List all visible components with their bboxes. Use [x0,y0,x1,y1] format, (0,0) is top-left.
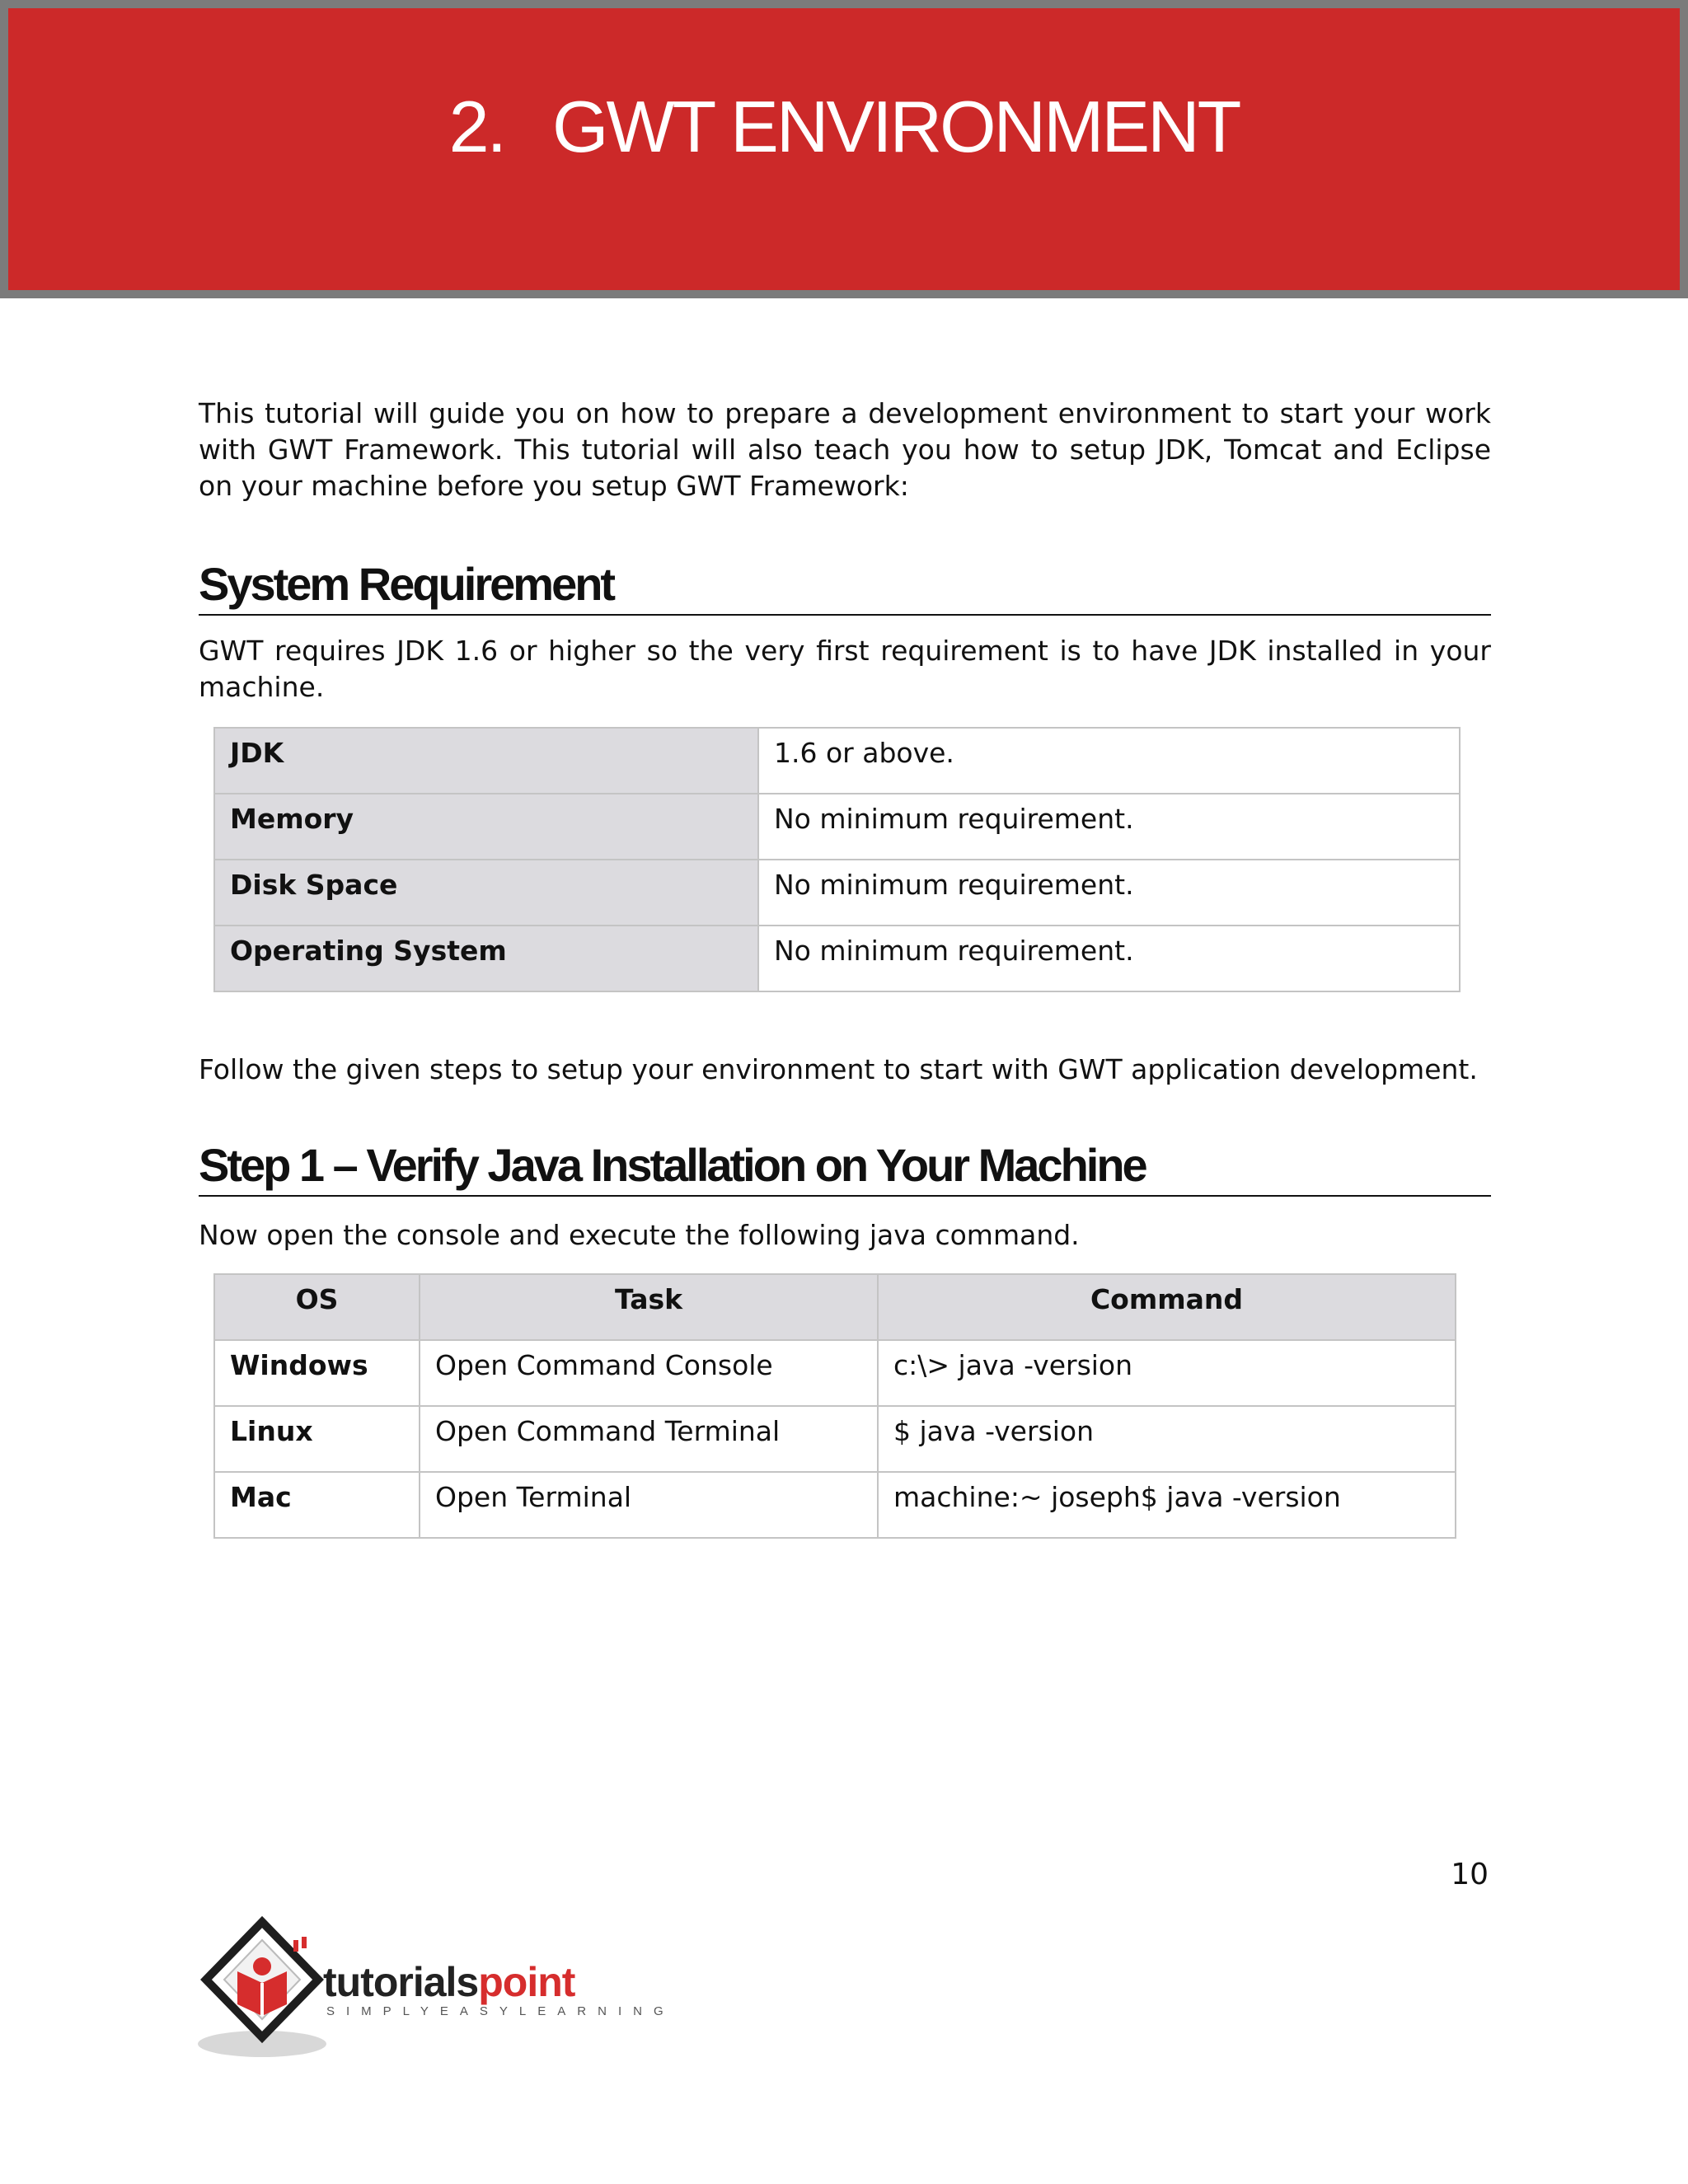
chapter-number: 2. [448,86,504,167]
command-cell: $ java -version [878,1406,1456,1472]
requirement-value: No minimum requirement. [758,794,1460,860]
table-header-row [214,1274,1456,1340]
task-cell: Open Command Terminal [420,1406,878,1472]
task-cell: Open Terminal [420,1472,878,1538]
table-row [214,1472,1456,1538]
chapter-title-text: GWT ENVIRONMENT [552,86,1240,167]
column-header-os: OS [214,1274,420,1340]
page-number: 10 [1451,1858,1489,1891]
task-cell: Open Command Console [420,1340,878,1406]
system-requirement-table [213,727,1461,992]
os-cell: Mac [214,1472,420,1538]
requirement-label: JDK [214,728,758,794]
step-1-paragraph: Now open the console and execute the following java command. [199,1219,1080,1251]
chapter-title [8,86,1680,167]
column-header-task: Task [420,1274,878,1340]
java-version-command-table [213,1273,1456,1539]
os-cell: Windows [214,1340,420,1406]
requirement-label: Memory [214,794,758,860]
table-row [214,794,1460,860]
os-cell: Linux [214,1406,420,1472]
requirement-value: 1.6 or above. [758,728,1460,794]
tutorialspoint-logo [195,1912,675,2069]
requirement-value: No minimum requirement. [758,860,1460,926]
intro-paragraph: This tutorial will guide you on how to prepare a development environment to start your work with GWT Framework. This tutorial will also teach you how to setup JDK, Tomcat and Eclipse on your machine before you setup GWT Framework: [199,397,1491,502]
chapter-banner [0,0,1688,298]
table-row [214,728,1460,794]
section-heading-step-1: Step 1 – Verify Java Installation on Your Machine [199,1142,1491,1197]
column-header-command: Command [878,1274,1456,1340]
logo-tagline: SIMPLYEASYLEARNING [326,2004,675,2018]
requirement-label: Disk Space [214,860,758,926]
requirement-value: No minimum requirement. [758,926,1460,991]
requirement-label: Operating System [214,926,758,991]
command-cell: machine:~ joseph$ java -version [878,1472,1456,1538]
table-row [214,1340,1456,1406]
follow-steps-paragraph: Follow the given steps to setup your environment to start with GWT application development. [199,1053,1478,1085]
system-requirement-paragraph: GWT requires JDK 1.6 or higher so the very first requirement is to have JDK installed in your machine. [199,635,1491,703]
command-cell: c:\> java -version [878,1340,1456,1406]
table-row [214,926,1460,991]
table-row [214,860,1460,926]
table-row [214,1406,1456,1472]
logo-wordmark: tutorialspoint [323,1959,575,2005]
logo-emblem-icon [195,1912,335,2069]
section-heading-system-requirement: System Requirement [199,561,1491,616]
